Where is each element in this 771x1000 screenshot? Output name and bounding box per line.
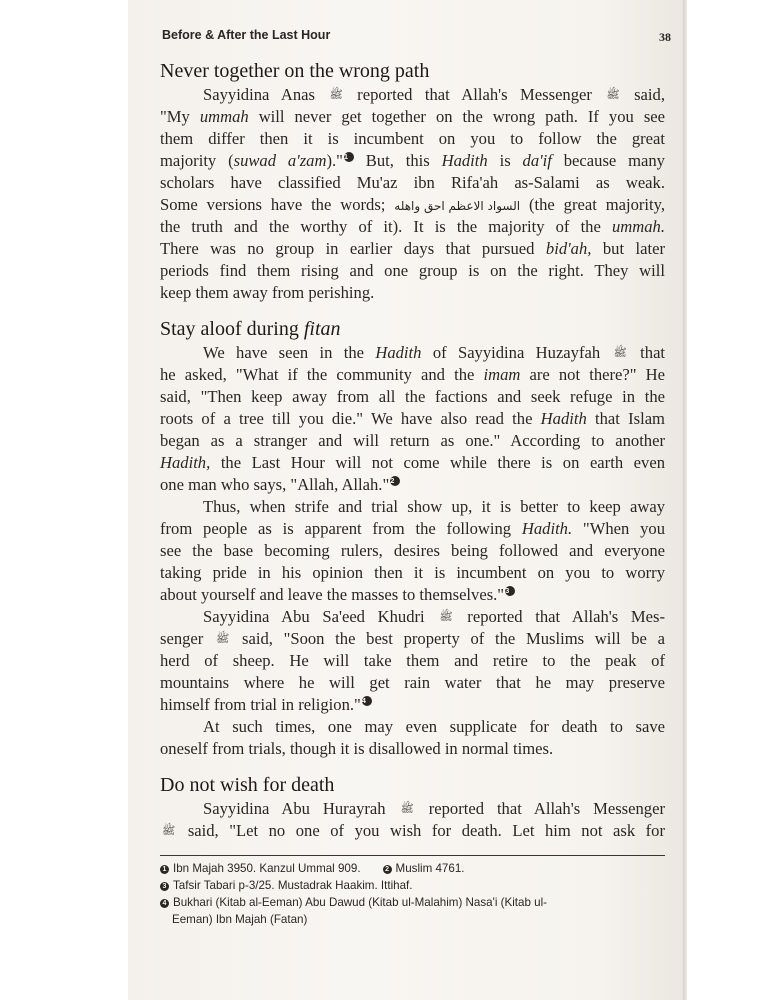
footnote-mark-3: 3 bbox=[160, 882, 169, 891]
text-line: oneself from trials, though it is disallowed in normal times. bbox=[160, 739, 554, 758]
section-heading-never-together: Never together on the wrong path bbox=[160, 60, 430, 82]
text-line: said, "Then keep away from all the factions and seek refuge in the bbox=[160, 387, 665, 406]
text-line: scholars have classified Mu'az ibn Rifa'ah as-Salami as weak. bbox=[160, 173, 665, 192]
text-line: herd of sheep. He will take them and retire to the peak of bbox=[160, 651, 665, 670]
text-line: "My ummah will never get together on the wrong path. If you see bbox=[160, 107, 666, 126]
footnote-row bbox=[160, 877, 665, 894]
text-line: Some versions have the words; السواد الاعظم احق واهله (the great majority, bbox=[160, 194, 665, 216]
text-line: them differ then it is incumbent on you to follow the great bbox=[160, 129, 665, 148]
footnote-ref-4[interactable]: 4 bbox=[362, 696, 372, 706]
text-line: Thus, when strife and trial show up, it is better to keep away bbox=[203, 497, 665, 516]
honorific-mark: ﷺ bbox=[400, 803, 414, 815]
text-line: periods find them rising and one group is on the right. They will bbox=[160, 261, 665, 280]
text-line: Sayyidina Anas ﷺ reported that Allah's Messenger ﷺ said, bbox=[203, 85, 665, 104]
text-line: keep them away from perishing. bbox=[160, 283, 375, 302]
honorific-mark: ﷺ bbox=[439, 611, 453, 623]
footnote-ref-2[interactable]: 2 bbox=[390, 476, 400, 486]
text-line: from people as is apparent from the following Hadith. "When you bbox=[160, 519, 665, 538]
footnote-3: Tafsir Tabari p-3/25. Mustadrak Haakim. Ittihaf. bbox=[173, 879, 413, 892]
footnote-4: Bukhari (Kitab al-Eeman) Abu Dawud (Kitab ul-Malahim) Nasa'i (Kitab ul- bbox=[173, 896, 548, 909]
text-line: the truth and the worthy of it). It is the majority of the ummah. bbox=[160, 217, 665, 236]
footnote-1: Ibn Majah 3950. Kanzul Ummal 909. bbox=[173, 862, 361, 875]
page-number: 38 bbox=[659, 30, 671, 44]
text-line: he asked, "What if the community and the imam are not there?" He bbox=[160, 365, 665, 384]
footnote-mark-4: 4 bbox=[160, 899, 169, 908]
footnote-ref-1[interactable]: 1 bbox=[344, 152, 354, 162]
text-line: majority (suwad a'zam)."1 But, this Hadith is da'if because many bbox=[160, 151, 665, 170]
footnote-ref-3[interactable]: 3 bbox=[505, 586, 515, 596]
footnote-row bbox=[160, 860, 665, 877]
book-page bbox=[128, 0, 683, 1000]
text-line: Hadith, the Last Hour will not come while there is on earth even bbox=[160, 453, 665, 472]
text-line: senger ﷺ said, "Soon the best property of the Muslims will be a bbox=[160, 629, 665, 648]
honorific-mark: ﷺ bbox=[329, 89, 343, 101]
footnote-row bbox=[160, 894, 665, 911]
footnote-divider bbox=[160, 855, 665, 856]
text-line: We have seen in the Hadith of Sayyidina Huzayfah ﷺ that bbox=[203, 343, 666, 362]
section-heading-do-not-wish: Do not wish for death bbox=[160, 774, 335, 796]
text-line: himself from trial in religion."4 bbox=[160, 694, 665, 716]
text-line: see the base becoming rulers, desires being followed and everyone bbox=[160, 541, 665, 560]
text-line: taking pride in his opinion then it is incumbent on you to worry bbox=[160, 563, 665, 582]
footnote-mark-1: 1 bbox=[160, 865, 169, 874]
section-heading-stay-aloof: Stay aloof during fitan bbox=[160, 318, 341, 340]
footnote-row: Eeman) Ibn Majah (Fatan) bbox=[172, 913, 308, 926]
text-line: began as a stranger and will return as one." According to another bbox=[160, 431, 665, 450]
text-line: mountains where he will get rain water that he may preserve bbox=[160, 673, 665, 692]
text-line: ﷺ said, "Let no one of you wish for death. Let him not ask for bbox=[162, 821, 665, 840]
text-line: At such times, one may even supplicate for death to save bbox=[203, 717, 665, 736]
page-edge bbox=[683, 0, 687, 1000]
honorific-mark: ﷺ bbox=[606, 89, 620, 101]
honorific-mark: ﷺ bbox=[162, 825, 176, 837]
footnote-2: Muslim 4761. bbox=[395, 862, 465, 875]
text-line: one man who says, "Allah, Allah."2 bbox=[160, 474, 665, 496]
text-line: roots of a tree till you die." We have also read the Hadith that Islam bbox=[160, 409, 665, 428]
text-line: about yourself and leave the masses to themselves."3 bbox=[160, 584, 665, 606]
running-head: Before & After the Last Hour bbox=[162, 28, 331, 42]
text-line: Sayyidina Abu Hurayrah ﷺ reported that Allah's Messenger bbox=[203, 799, 665, 818]
honorific-mark: ﷺ bbox=[613, 347, 627, 359]
footnote-mark-2: 2 bbox=[383, 865, 392, 874]
text-line: There was no group in earlier days that pursued bid'ah, but later bbox=[160, 239, 665, 258]
arabic-phrase: السواد الاعظم احق واهله bbox=[394, 199, 521, 213]
text-line: Sayyidina Abu Sa'eed Khudri ﷺ reported that Allah's Mes- bbox=[203, 607, 665, 626]
honorific-mark: ﷺ bbox=[216, 633, 230, 645]
